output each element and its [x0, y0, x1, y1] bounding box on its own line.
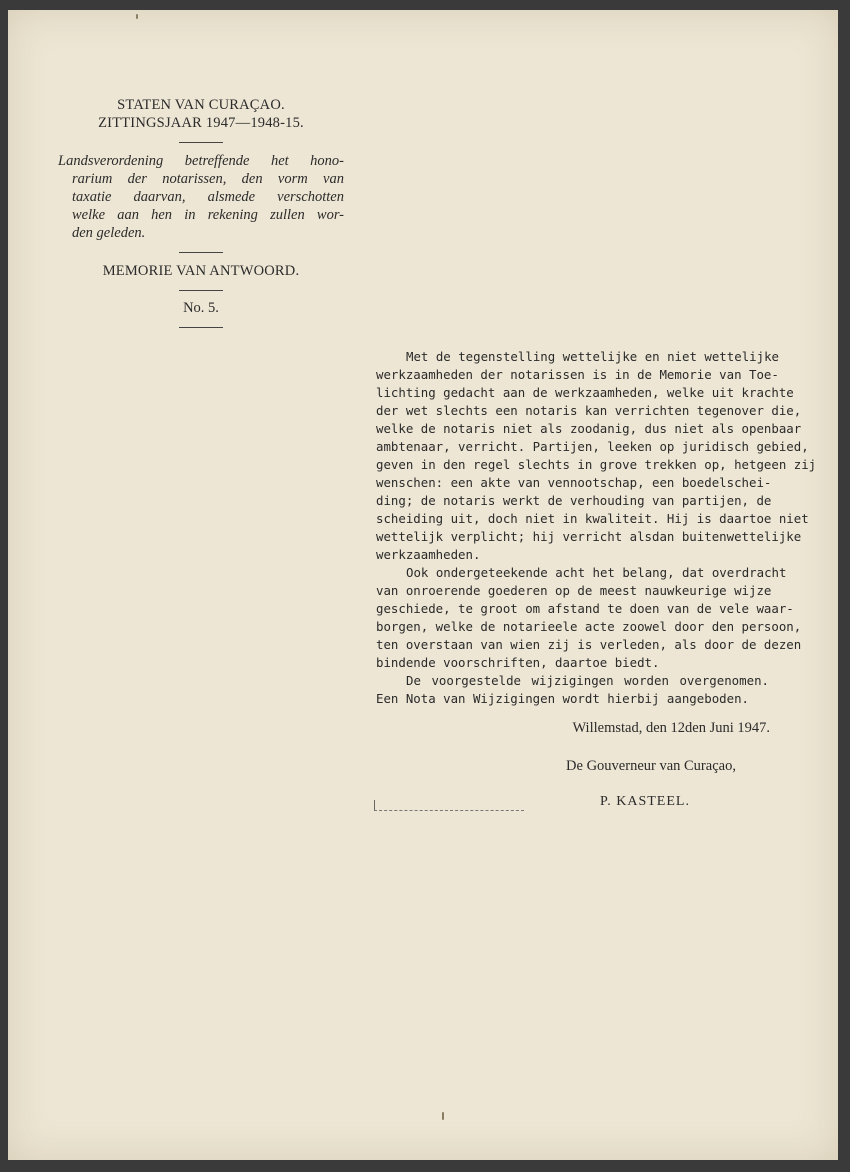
signatory-name: P. KASTEEL. [600, 794, 690, 809]
divider-rule [179, 290, 223, 291]
subject-line: den geleden. [72, 225, 146, 241]
body-line: scheiding uit, doch niet in kwaliteit. Hij is daartoe niet [376, 511, 809, 526]
body-line: van onroerende goederen op de meest nauwkeurige wijze [376, 583, 772, 598]
paper-speck [136, 14, 138, 19]
subject-text [56, 152, 346, 242]
subject-line: Landsverordening betreffende het hono- [58, 153, 344, 169]
signature-line [374, 810, 524, 811]
body-line: werkzaamheden der notarissen is in de Memorie van Toe- [376, 367, 779, 382]
body-line: De voorgestelde wijzigingen worden overgenomen. [406, 673, 769, 688]
body-line: der wet slechts een notaris kan verrichten tegenover die, [376, 403, 802, 418]
body-line: Een Nota van Wijzigingen wordt hierbij aangeboden. [376, 691, 749, 706]
body-line: ding; de notaris werkt de verhouding van partijen, de [376, 493, 772, 508]
document-page [8, 10, 838, 1160]
divider-rule [179, 327, 223, 328]
header-line-1: STATEN VAN CURAÇAO. [117, 97, 285, 113]
signature-line-tick [374, 800, 375, 810]
body-line: ambtenaar, verricht. Partijen, leeken op juridisch gebied, [376, 439, 809, 454]
body-line: wettelijk verplicht; hij verricht alsdan buitenwettelijke [376, 529, 802, 544]
body-line: welke de notaris niet als zoodanig, dus niet als openbaar [376, 421, 802, 436]
body-line: ten overstaan van wien zij is verleden, als door de dezen [376, 637, 802, 652]
body-line: Met de tegenstelling wettelijke en niet wettelijke [406, 349, 779, 364]
signatory-title: De Gouverneur van Curaçao, [566, 758, 736, 774]
body-line: lichting gedacht aan de werkzaamheden, welke uit krachte [376, 385, 794, 400]
subject-line: rarium der notarissen, den vorm van [72, 171, 344, 187]
body-line: borgen, welke de notarieele acte zoowel door den persoon, [376, 619, 802, 634]
body-line: bindende voorschriften, daartoe biedt. [376, 655, 660, 670]
subject-line: taxatie daarvan, alsmede verschotten [72, 189, 344, 205]
header-line-2: ZITTINGSJAAR 1947—1948-15. [98, 115, 304, 131]
body-line: geschiede, te groot om afstand te doen van de vele waar- [376, 601, 794, 616]
paper-speck [442, 1112, 444, 1120]
body-text [376, 348, 817, 708]
subject-line: welke aan hen in rekening zullen wor- [72, 207, 344, 223]
divider-rule [179, 252, 223, 253]
body-line: wenschen: een akte van vennootschap, een boedelschei- [376, 475, 772, 490]
body-line: werkzaamheden. [376, 547, 481, 562]
body-line: geven in den regel slechts in grove trekken op, hetgeen zij [376, 457, 817, 472]
divider-rule [179, 142, 223, 143]
document-number: No. 5. [183, 300, 219, 316]
date-line: Willemstad, den 12den Juni 1947. [572, 720, 770, 736]
left-column-header [56, 96, 346, 337]
body-line: Ook ondergeteekende acht het belang, dat overdracht [406, 565, 787, 580]
memorie-title: MEMORIE VAN ANTWOORD. [102, 263, 300, 279]
